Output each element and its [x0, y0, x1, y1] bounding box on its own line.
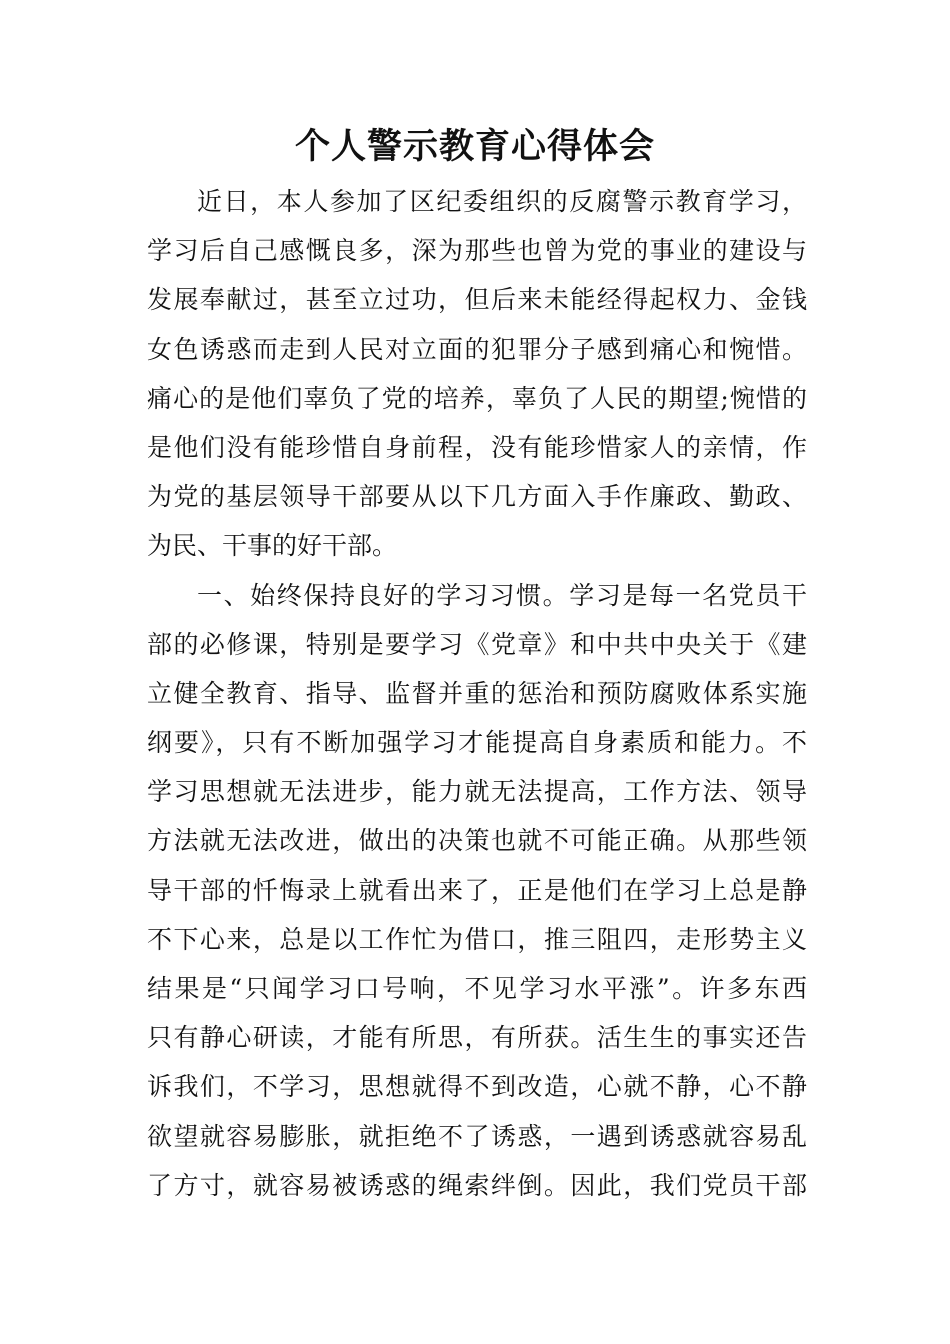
text-line: 只有静心研读，才能有所思，有所获。活生生的事实还告 — [147, 1023, 807, 1053]
text-line: 是他们没有能珍惜自身前程，没有能珍惜家人的亲情，作 — [147, 432, 807, 462]
text-line: 学习后自己感慨良多，深为那些也曾为党的事业的建设与 — [147, 236, 807, 266]
text-line: 女色诱惑而走到人民对立面的犯罪分子感到痛心和惋惜。 — [147, 334, 807, 364]
text-line: 纲要》，只有不断加强学习才能提高自身素质和能力。不 — [147, 728, 807, 758]
text-line: 方法就无法改进，做出的决策也就不可能正确。从那些领 — [147, 826, 807, 856]
text-line: 近日，本人参加了区纪委组织的反腐警示教育学习， — [197, 187, 807, 216]
text-line: 诉我们，不学习，思想就得不到改造，心就不静，心不静 — [147, 1072, 807, 1102]
text-line: 欲望就容易膨胀，就拒绝不了诱惑，一遇到诱惑就容易乱 — [147, 1121, 807, 1151]
text-line: 一、始终保持良好的学习习惯。学习是每一名党员干 — [197, 580, 807, 610]
text-line: 部的必修课，特别是要学习《党章》和中共中央关于《建 — [147, 629, 807, 659]
text-line: 立健全教育、指导、监督并重的惩治和预防腐败体系实施 — [147, 678, 807, 708]
document-body — [147, 177, 807, 1210]
text-line: 导干部的忏悔录上就看出来了，正是他们在学习上总是静 — [147, 875, 807, 905]
text-line: 为民、干事的好干部。 — [147, 531, 398, 561]
text-line: 学习思想就无法进步，能力就无法提高，工作方法、领导 — [147, 777, 807, 807]
text-line: 不下心来，总是以工作忙为借口，推三阻四，走形势主义 — [147, 924, 807, 954]
text-line: 为党的基层领导干部要从以下几方面入手作廉政、勤政、 — [147, 482, 807, 512]
document-title: 个人警示教育心得体会 — [294, 126, 655, 167]
text-line: 了方寸，就容易被诱惑的绳索绊倒。因此，我们党员干部 — [147, 1170, 807, 1200]
text-line: 结果是“只闻学习口号响，不见学习水平涨”。许多东西 — [147, 974, 807, 1003]
text-line: 痛心的是他们辜负了党的培养，辜负了人民的期望;惋惜的 — [147, 383, 807, 413]
text-line: 发展奉献过，甚至立过功，但后来未能经得起权力、金钱 — [147, 285, 807, 315]
